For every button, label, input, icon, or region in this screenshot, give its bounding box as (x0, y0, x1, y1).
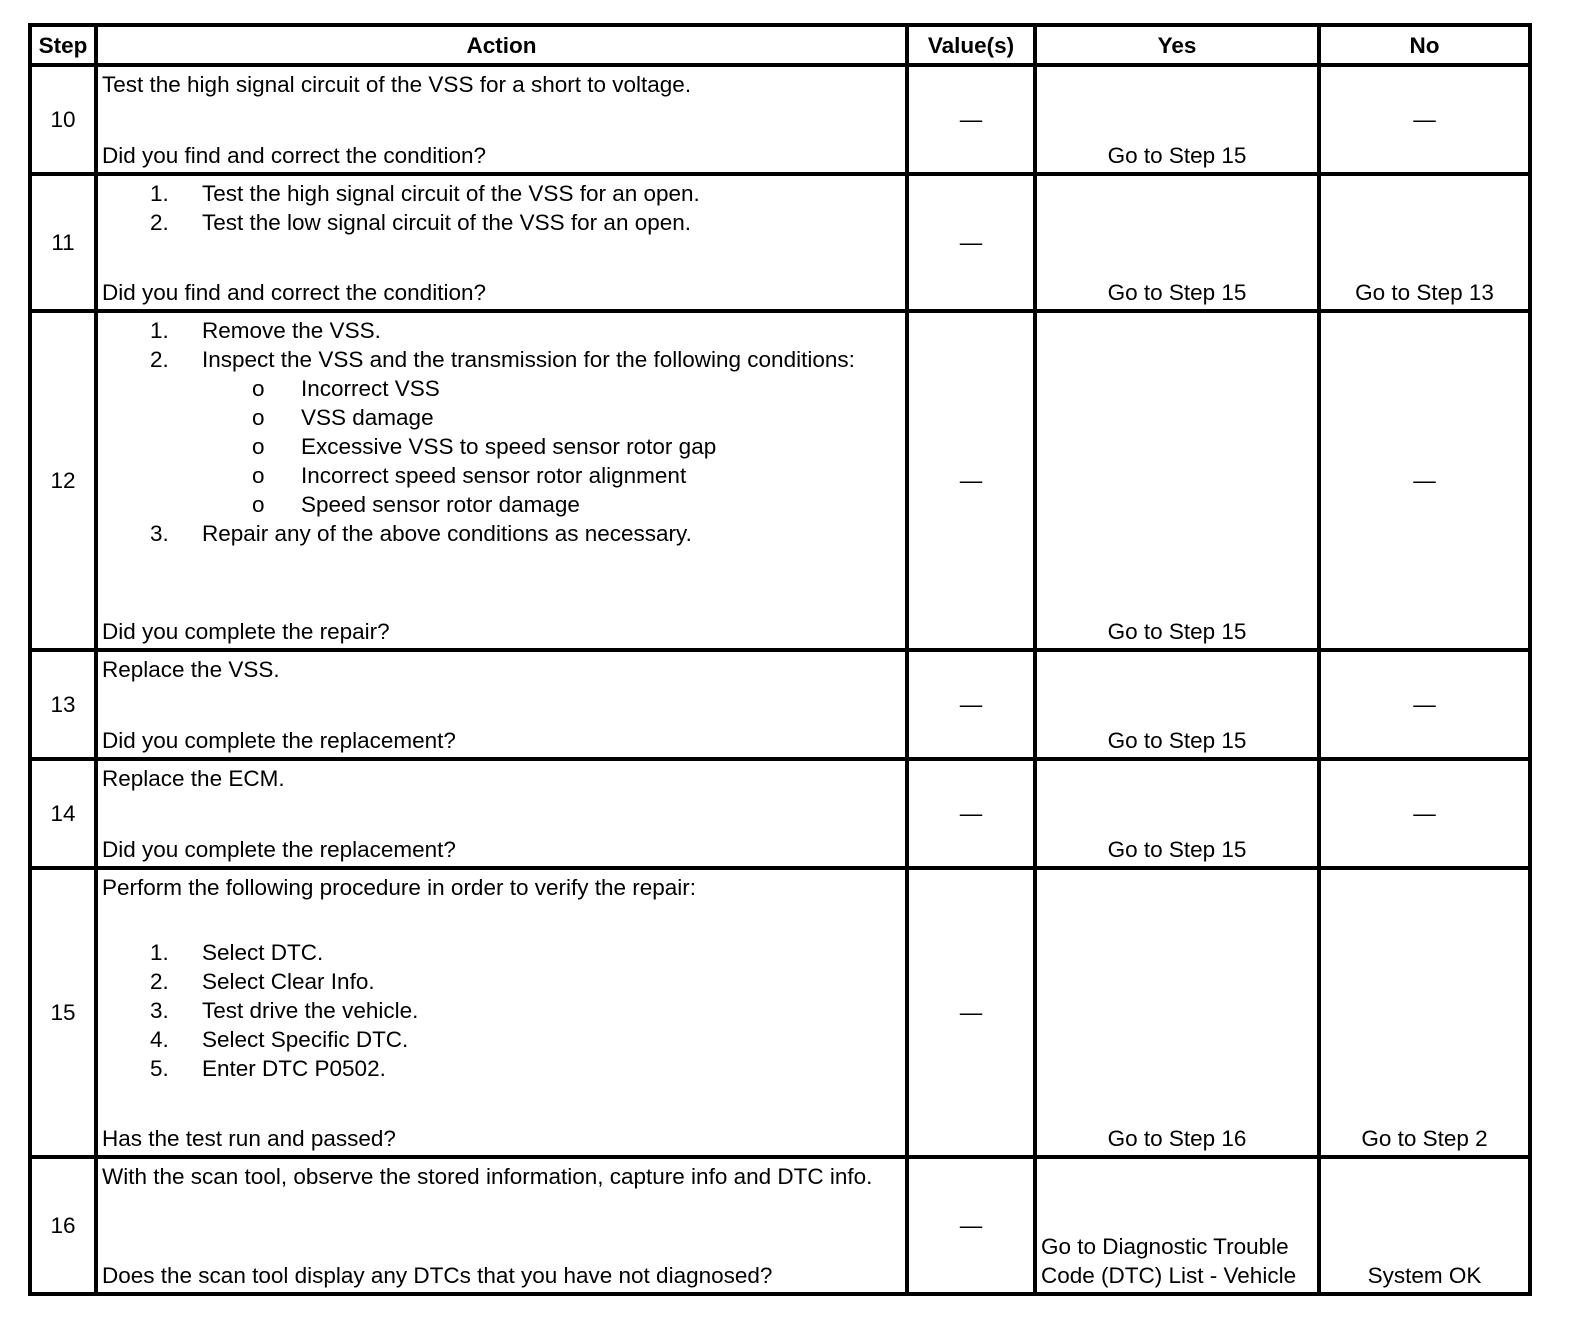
condition-list (102, 374, 901, 519)
list-item: o Incorrect speed sensor rotor alignment (252, 463, 687, 488)
table-row (30, 174, 1530, 311)
action-cell (96, 650, 907, 759)
action-question: Did you find and correct the condition? (102, 280, 486, 305)
value-cell: — (907, 311, 1035, 650)
action-cell (96, 65, 907, 174)
list-item: 2. Select Clear Info. (150, 969, 375, 994)
list-item: 5. Enter DTC P0502. (150, 1056, 386, 1081)
action-question: Does the scan tool display any DTCs that you have not diagnosed? (102, 1263, 773, 1288)
list-item: 1. Select DTC. (150, 940, 324, 965)
yes-cell: Go to Step 15 (1035, 759, 1319, 868)
value-cell: — (907, 1157, 1035, 1294)
list-item: 3. Test drive the vehicle. (150, 998, 419, 1023)
table-row (30, 311, 1530, 650)
yes-cell: Go to Step 16 (1035, 868, 1319, 1157)
yes-cell: Go to Diagnostic Trouble Code (DTC) List - Vehicle (1035, 1157, 1319, 1294)
step-number: 14 (30, 759, 96, 868)
no-cell: — (1319, 311, 1530, 650)
action-cell (96, 174, 907, 311)
diagnostic-table (28, 23, 1532, 1296)
action-text: Perform the following procedure in order to verify the repair: (102, 875, 697, 900)
header-no: No (1319, 25, 1530, 65)
step-number: 15 (30, 868, 96, 1157)
action-question: Did you complete the replacement? (102, 837, 456, 862)
action-text: Test the high signal circuit of the VSS for a short to voltage. (102, 72, 692, 97)
procedure-list (102, 179, 901, 237)
action-question: Did you complete the replacement? (102, 728, 456, 753)
action-text: Replace the ECM. (102, 766, 285, 791)
table-row (30, 759, 1530, 868)
yes-cell: Go to Step 15 (1035, 174, 1319, 311)
table-row (30, 650, 1530, 759)
action-cell (96, 311, 907, 650)
list-item: o Speed sensor rotor damage (252, 492, 580, 517)
procedure-list (102, 316, 901, 548)
value-cell: — (907, 650, 1035, 759)
step-number: 12 (30, 311, 96, 650)
step-number: 10 (30, 65, 96, 174)
action-text: With the scan tool, observe the stored information, capture info and DTC info. (102, 1164, 873, 1189)
table-row (30, 65, 1530, 174)
value-cell: — (907, 868, 1035, 1157)
list-item: 3. Repair any of the above conditions as necessary. (150, 521, 692, 546)
yes-cell: Go to Step 15 (1035, 65, 1319, 174)
list-item: o VSS damage (252, 405, 434, 430)
value-cell: — (907, 65, 1035, 174)
header-values: Value(s) (907, 25, 1035, 65)
table-row (30, 1157, 1530, 1294)
action-cell (96, 868, 907, 1157)
value-cell: — (907, 759, 1035, 868)
no-cell: — (1319, 650, 1530, 759)
value-cell: — (907, 174, 1035, 311)
no-cell: — (1319, 65, 1530, 174)
action-question: Did you find and correct the condition? (102, 143, 486, 168)
yes-cell: Go to Step 15 (1035, 650, 1319, 759)
procedure-list (102, 938, 901, 1083)
no-cell: Go to Step 13 (1319, 174, 1530, 311)
header-action: Action (96, 25, 907, 65)
action-question: Did you complete the repair? (102, 619, 390, 644)
list-item: o Incorrect VSS (252, 376, 440, 401)
header-step: Step (30, 25, 96, 65)
list-item: 2. Inspect the VSS and the transmission for the following conditions: o Incorrect VSS o VSS damage o Excessive VSS to speed sensor rotor gap o Incorrect speed sensor rotor alignment o Speed sensor rotor damage (102, 345, 901, 519)
step-number: 13 (30, 650, 96, 759)
action-cell (96, 759, 907, 868)
yes-cell: Go to Step 15 (1035, 311, 1319, 650)
step-number: 11 (30, 174, 96, 311)
step-number: 16 (30, 1157, 96, 1294)
header-row (30, 25, 1530, 65)
action-question: Has the test run and passed? (102, 1126, 396, 1151)
list-item: 1. Remove the VSS. (150, 318, 381, 343)
list-item: 2. Test the low signal circuit of the VSS for an open. (150, 210, 692, 235)
list-item: 1. Test the high signal circuit of the VSS for an open. (150, 181, 700, 206)
list-item: o Excessive VSS to speed sensor rotor gap (252, 434, 717, 459)
list-item: 4. Select Specific DTC. (150, 1027, 409, 1052)
table-row (30, 868, 1530, 1157)
action-text: Replace the VSS. (102, 657, 280, 682)
header-yes: Yes (1035, 25, 1319, 65)
no-cell: — (1319, 759, 1530, 868)
action-cell (96, 1157, 907, 1294)
no-cell: System OK (1319, 1157, 1530, 1294)
no-cell: Go to Step 2 (1319, 868, 1530, 1157)
